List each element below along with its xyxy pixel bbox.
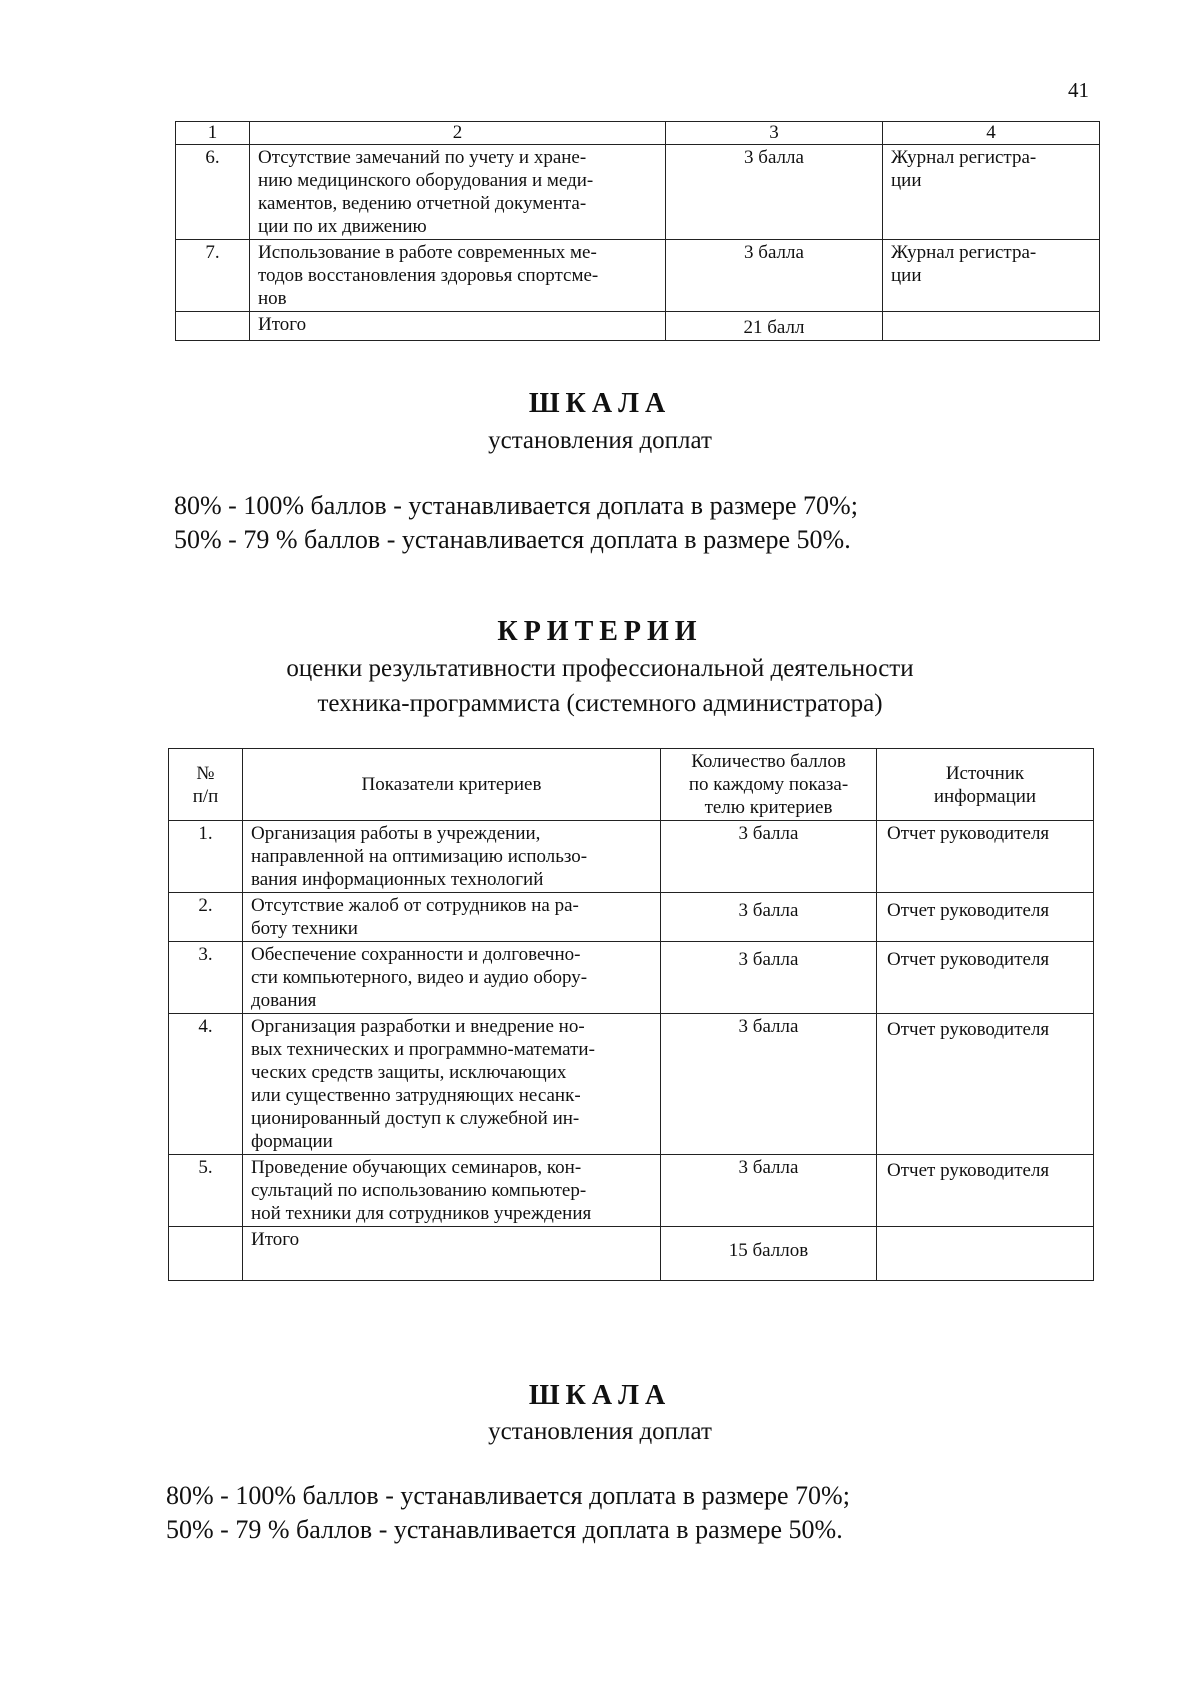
points-cell: 3 балла [661, 893, 877, 942]
points-cell: 3 балла [661, 942, 877, 1014]
scale-rule-line: 80% - 100% баллов - устанавливается доплата в размере 70%; [174, 491, 858, 520]
header-line: Количество баллов [691, 751, 846, 772]
source-cell: Отчет руководителя [877, 1155, 1094, 1227]
indicator-line: направленной на оптимизацию использо- [251, 846, 588, 867]
source-line: Журнал регистра- [891, 242, 1037, 263]
indicator-line: ной техники для сотрудников учреждения [251, 1203, 592, 1224]
table-row [169, 1014, 1094, 1155]
source-cell: Отчет руководителя [877, 942, 1094, 1014]
source-cell [883, 145, 1100, 240]
row-number: 1. [169, 821, 243, 893]
header-source [877, 749, 1094, 821]
scale-rule-line: 80% - 100% баллов - устанавливается доплата в размере 70%; [166, 1481, 850, 1510]
total-points: 15 баллов [661, 1227, 877, 1281]
indicator-line: каментов, ведению отчетной документа- [258, 193, 587, 214]
indicator-line: сти компьютерного, видео и аудио обору- [251, 967, 588, 988]
column-index: 4 [883, 122, 1100, 145]
total-row [176, 312, 1100, 341]
indicator-line: боту техники [251, 918, 358, 939]
table-header-row [169, 749, 1094, 821]
indicator-line: сультаций по использованию компьютер- [251, 1180, 587, 1201]
total-row [169, 1227, 1094, 1281]
scale-title: ШКАЛА [528, 1380, 672, 1411]
total-empty-cell [877, 1227, 1094, 1281]
column-index-row [176, 122, 1100, 145]
scale-subtitle: установления доплат [488, 427, 712, 454]
indicator-line: ции по их движению [258, 216, 427, 237]
indicator-line: тодов восстановления здоровья спортсме- [258, 265, 599, 286]
scale-subtitle: установления доплат [488, 1418, 712, 1445]
indicator-line: ческих средств защиты, исключающих [251, 1062, 567, 1083]
header-num [169, 749, 243, 821]
points-cell: 3 балла [661, 1155, 877, 1227]
indicator-cell [250, 240, 666, 312]
table-row [169, 821, 1094, 893]
indicator-cell [243, 1014, 661, 1155]
indicator-line: вых технических и программно-математи- [251, 1039, 595, 1060]
source-cell: Отчет руководителя [877, 821, 1094, 893]
source-line: Журнал регистра- [891, 147, 1037, 168]
source-line: ции [891, 170, 922, 191]
header-line: Источник [945, 762, 1025, 784]
continuation-table [175, 121, 1100, 341]
criteria-subtitle: техника-программиста (системного администратора) [317, 690, 883, 717]
header-line: № [196, 762, 215, 784]
indicator-line: нию медицинского оборудования и меди- [258, 170, 594, 191]
scale-title: ШКАЛА [528, 388, 672, 419]
indicator-line: вания информационных технологий [251, 869, 544, 890]
indicator-line: нов [258, 288, 287, 309]
total-empty-cell [169, 1227, 243, 1281]
points-cell: 3 балла [666, 145, 883, 240]
row-number: 6. [176, 145, 250, 240]
indicator-line: Отсутствие жалоб от сотрудников на ра- [251, 895, 579, 916]
indicator-line: Отсутствие замечаний по учету и хране- [258, 147, 587, 168]
header-line: п/п [192, 785, 219, 807]
indicator-cell [250, 145, 666, 240]
indicator-cell [243, 893, 661, 942]
header-points [661, 749, 877, 821]
total-label: Итого [243, 1227, 661, 1281]
scale-rule-line: 50% - 79 % баллов - устанавливается доплата в размере 50%. [174, 525, 851, 554]
indicator-line: формации [251, 1131, 333, 1152]
scale-rules [166, 1479, 850, 1547]
criteria-subtitle: оценки результативности профессиональной деятельности [286, 655, 914, 682]
column-index: 1 [176, 122, 250, 145]
indicator-line: Организация работы в учреждении, [251, 823, 541, 844]
row-number: 5. [169, 1155, 243, 1227]
scale-rule-line: 50% - 79 % баллов - устанавливается доплата в размере 50%. [166, 1515, 843, 1544]
column-index: 2 [250, 122, 666, 145]
criteria-title: КРИТЕРИИ [497, 616, 703, 647]
indicator-cell [243, 821, 661, 893]
indicator-line: Организация разработки и внедрение но- [251, 1016, 585, 1037]
indicator-line: или существенно затрудняющих несанк- [251, 1085, 581, 1106]
page-number: 41 [1068, 78, 1089, 102]
header-line: информации [933, 785, 1037, 807]
row-number: 3. [169, 942, 243, 1014]
table-row [169, 893, 1094, 942]
indicator-line: Обеспечение сохранности и долговечно- [251, 944, 581, 965]
total-empty-cell [883, 312, 1100, 341]
total-points: 21 балл [666, 312, 883, 341]
table-row [176, 145, 1100, 240]
criteria-table [168, 748, 1094, 1281]
scale-rules [174, 489, 858, 557]
indicator-line: дования [251, 990, 317, 1011]
indicator-line: Использование в работе современных ме- [258, 242, 597, 263]
indicator-cell [243, 942, 661, 1014]
points-cell: 3 балла [661, 821, 877, 893]
total-label: Итого [250, 312, 666, 341]
header-line: телю критериев [704, 797, 833, 818]
source-cell: Отчет руководителя [877, 1014, 1094, 1155]
column-index: 3 [666, 122, 883, 145]
source-cell: Отчет руководителя [877, 893, 1094, 942]
row-number: 2. [169, 893, 243, 942]
table-row [176, 240, 1100, 312]
source-line: ции [891, 265, 922, 286]
points-cell: 3 балла [661, 1014, 877, 1155]
indicator-cell [243, 1155, 661, 1227]
header-indicator: Показатели критериев [243, 749, 661, 821]
indicator-line: Проведение обучающих семинаров, кон- [251, 1157, 582, 1178]
total-empty-cell [176, 312, 250, 341]
points-cell: 3 балла [666, 240, 883, 312]
source-cell [883, 240, 1100, 312]
table-row [169, 942, 1094, 1014]
table-row [169, 1155, 1094, 1227]
indicator-line: ционированный доступ к служебной ин- [251, 1108, 580, 1129]
row-number: 4. [169, 1014, 243, 1155]
row-number: 7. [176, 240, 250, 312]
header-line: по каждому показа- [688, 774, 849, 795]
